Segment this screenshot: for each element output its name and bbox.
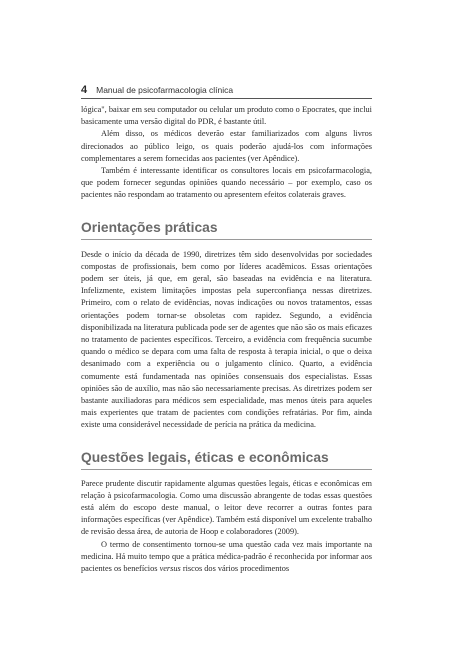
heading-questoes-legais: Questões legais, éticas e econômicas: [81, 449, 372, 470]
running-title: Manual de psicofarmacologia clínica: [96, 85, 234, 95]
heading-orientacoes-praticas: Orientações práticas: [81, 219, 372, 240]
page-body: [81, 104, 372, 575]
paragraph-legais-2-end: riscos dos vários procedimentos: [180, 564, 290, 574]
paragraph-legais-2-start: O termo de consentimento tornou-se uma questão cada vez mais importante na medicina. Há muito tempo que a prática médica-padrão é reconhecida por informar aos pacientes os benefícios: [81, 539, 372, 574]
header-rule: [81, 98, 372, 99]
paragraph-legais-1: Parece prudente discutir rapidamente algumas questões legais, éticas e econômicas em relação à psicofarmacologia. Como uma discussão abrangente de todas essas questões está além do escopo deste manual, o leitor deve recorrer a outras fontes para informações específicas (ver Apêndice). Também está disponível um excelente trabalho de revisão dessa área, de autoria de Hoop e colaboradores (2009).: [81, 478, 372, 537]
paragraph-intro-1: lógica", baixar em seu computador ou celular um produto como o Epocrates, que inclui basicamente uma versão digital do PDR, é bastante útil.: [81, 105, 372, 127]
paragraph-intro-3: Também é interessante identificar os consultores locais em psicofarmacologia, que podem fornecer segundas opiniões quando necessário – por exemplo, caso os pacientes não respondam ao tratamento ou apresentem efeitos colaterais graves.: [81, 166, 372, 200]
page-number: 4: [81, 84, 88, 96]
paragraph-intro-2: Além disso, os médicos deverão estar familiarizados com alguns livros direcionados ao público leigo, os quais poderão ajudá-los com informações complementares a serem fornecidas aos pacientes (ver Apêndice).: [81, 129, 372, 163]
running-header: [81, 84, 371, 96]
paragraph-legais-2: [81, 539, 372, 576]
paragraph-praticas-1: Desde o início da década de 1990, diretrizes têm sido desenvolvidas por sociedades compostas de profissionais, bem como por líderes acadêmicos. Essas orientações podem ser úteis, já que, em geral, são baseadas na evidência e na literatura. Infelizmente, existem limitações impostas pela superconfiança nessas diretrizes. Primeiro, com o relato de evidências, novas indicações ou novos tratamentos, essas orientações podem tornar-se obsoletas com rapidez. Segundo, a evidência disponibilizada na literatura publicada pode ser de agentes que não são os mais eficazes no tratamento de pacientes específicos. Terceiro, a evidência com frequência sucumbe quando o médico se depara com uma falta de resposta à terapia inicial, o que o deixa desanimado com a experiência ou o julgamento clínico. Quarto, a evidência comumente está fundamentada nas opiniões consensuais dos especialistas. Essas opiniões são de auxílio, mas não são necessariamente precisas. As diretrizes podem ser bastante auxiliadoras para médicos sem especialidade, mas menos úteis para aqueles mais experientes que tratam de pacientes com condições refratárias. Por fim, ainda existe uma considerável necessidade de perícia na prática da medicina.: [81, 249, 372, 430]
paragraph-legais-2-italic: versus: [159, 564, 181, 574]
